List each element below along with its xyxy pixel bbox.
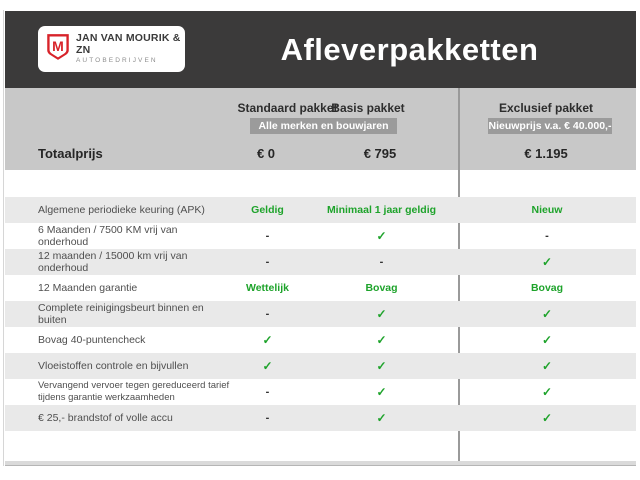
total-price-label: Totaalprijs <box>38 146 103 161</box>
value-standaard: - <box>265 308 270 320</box>
table-row <box>5 301 636 327</box>
value-standaard: ✓ <box>262 333 273 347</box>
badge-alle-merken: Alle merken en bouwjaren <box>250 118 397 134</box>
value-exclusief: ✓ <box>541 255 553 269</box>
value-basis: ✓ <box>376 229 387 243</box>
column-header-standaard: Standaard pakket <box>237 101 338 115</box>
value-basis: ✓ <box>376 333 387 347</box>
feature-label: Algemene periodieke keuring (APK) <box>38 204 205 216</box>
value-exclusief: ✓ <box>541 359 553 373</box>
value-exclusief: ✓ <box>541 333 553 347</box>
table-row <box>5 249 636 275</box>
feature-rows <box>5 197 636 431</box>
brand-text <box>76 33 185 64</box>
value-exclusief: ✓ <box>541 307 553 321</box>
value-standaard: ✓ <box>262 359 273 373</box>
value-exclusief: ✓ <box>541 385 553 399</box>
feature-label: € 25,- brandstof of volle accu <box>38 412 173 424</box>
value-basis: ✓ <box>376 411 387 425</box>
brand-name: JAN VAN MOURIK & ZN <box>76 32 181 56</box>
table-row <box>5 379 636 405</box>
feature-label: Vervangend vervoer tegen gereduceerd tarief tijdens garantie werkzaamheden <box>38 379 230 403</box>
table-row <box>5 275 636 301</box>
feature-label: 12 Maanden garantie <box>38 282 138 294</box>
value-basis: - <box>379 256 384 268</box>
page-title: Afleverpakketten <box>280 31 539 67</box>
price-exclusief: € 1.195 <box>524 146 568 161</box>
value-exclusief: - <box>545 230 549 242</box>
value-standaard: - <box>265 412 270 424</box>
table-row <box>5 353 636 379</box>
brand-subtitle: AUTOBEDRIJVEN <box>76 57 158 65</box>
value-standaard: - <box>265 256 270 268</box>
table-row <box>5 405 636 431</box>
value-basis: ✓ <box>376 385 387 399</box>
feature-label: Bovag 40-puntencheck <box>38 334 146 346</box>
table-row <box>5 197 636 223</box>
value-standaard: - <box>265 386 270 398</box>
value-basis: Bovag <box>365 282 398 294</box>
table-row <box>5 223 636 249</box>
price-basis: € 795 <box>363 146 397 161</box>
value-exclusief: Bovag <box>530 282 564 294</box>
value-basis: Minimaal 1 jaar geldig <box>326 204 437 216</box>
shield-m-icon <box>46 33 70 66</box>
value-standaard: Wettelijk <box>246 282 289 294</box>
feature-label: 12 maanden / 15000 km vrij van onderhoud <box>38 250 188 274</box>
table-row <box>5 327 636 353</box>
brand-logo <box>38 26 185 72</box>
left-edge-line <box>3 10 4 466</box>
feature-label: Complete reinigingsbeurt binnen en buiten <box>38 302 204 326</box>
feature-label: Vloeistoffen controle en bijvullen <box>38 360 189 372</box>
value-standaard: Geldig <box>251 204 284 216</box>
column-header-exclusief: Exclusief pakket <box>498 101 594 115</box>
bottom-bar <box>5 461 636 466</box>
package-header-band <box>5 88 636 170</box>
feature-label: 6 Maanden / 7500 KM vrij van onderhoud <box>38 224 178 248</box>
svg-text:M: M <box>52 37 64 54</box>
value-standaard: - <box>265 230 270 242</box>
value-basis: ✓ <box>376 307 387 321</box>
badge-nieuwprijs: Nieuwprijs v.a. € 40.000,- <box>488 120 612 132</box>
value-exclusief: ✓ <box>541 411 553 425</box>
price-standaard: € 0 <box>256 146 276 161</box>
page-header <box>5 11 636 88</box>
value-exclusief: Nieuw <box>531 204 563 216</box>
column-header-basis: Basis pakket <box>331 101 405 115</box>
value-basis: ✓ <box>376 359 387 373</box>
